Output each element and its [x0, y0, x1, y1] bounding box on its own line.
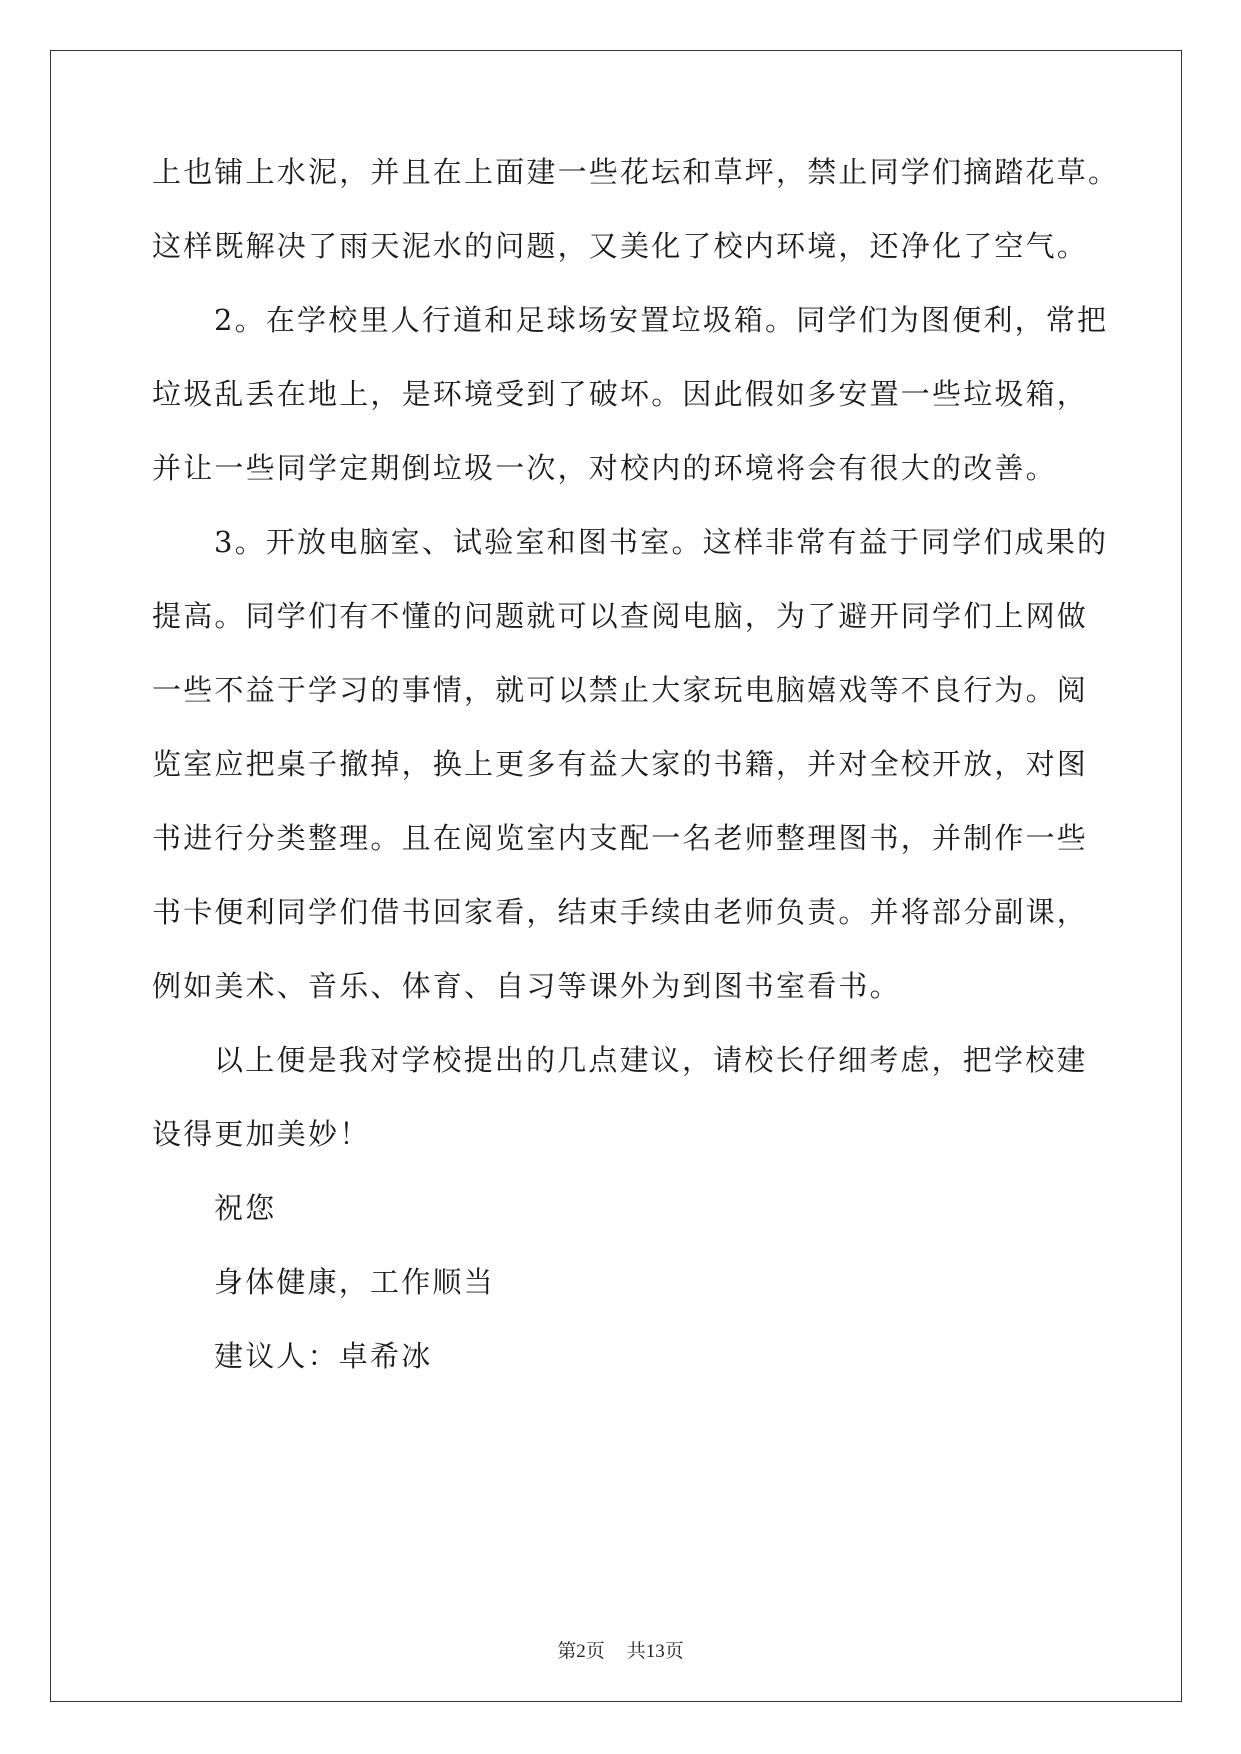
page-total: 共13页	[626, 1641, 684, 1662]
page-number: 第2页	[557, 1641, 605, 1662]
page-footer	[0, 1640, 1241, 1664]
signature-line: 建议人：卓希冰	[214, 1339, 433, 1373]
text-line: 上也铺上水泥，并且在上面建一些花坛和草坪，禁止同学们摘踏花草。	[152, 155, 1120, 189]
text-line: 以上便是我对学校提出的几点建议，请校长仔细考虑，把学校建	[214, 1043, 1088, 1077]
closing-salutation: 祝您	[214, 1191, 277, 1225]
text-line: 一些不益于学习的事情，就可以禁止大家玩电脑嬉戏等不良行为。阅	[152, 673, 1089, 707]
text-line: 垃圾乱丢在地上，是环境受到了破坏。因此假如多安置一些垃圾箱，	[152, 377, 1089, 411]
text-line: 这样既解决了雨天泥水的问题，又美化了校内环境，还净化了空气。	[152, 229, 1089, 263]
page-border	[50, 50, 1182, 1702]
text-line: 例如美术、音乐、体育、自习等课外为到图书室看书。	[152, 969, 901, 1003]
text-line: 览室应把桌子撤掉，换上更多有益大家的书籍，并对全校开放，对图	[152, 747, 1089, 781]
text-line: 提高。同学们有不懂的问题就可以查阅电脑，为了避开同学们上网做	[152, 599, 1089, 633]
text-line: 并让一些同学定期倒垃圾一次，对校内的环境将会有很大的改善。	[152, 451, 1057, 485]
text-line: 2。在学校里人行道和足球场安置垃圾箱。同学们为图便利，常把	[214, 303, 1109, 337]
text-line: 设得更加美妙！	[152, 1117, 371, 1151]
text-line: 书卡便利同学们借书回家看，结束手续由老师负责。并将部分副课，	[152, 895, 1089, 929]
closing-wish: 身体健康，工作顺当	[214, 1265, 495, 1299]
text-line: 书进行分类整理。且在阅览室内支配一名老师整理图书，并制作一些	[152, 821, 1089, 855]
text-line: 3。开放电脑室、试验室和图书室。这样非常有益于同学们成果的	[214, 525, 1109, 559]
